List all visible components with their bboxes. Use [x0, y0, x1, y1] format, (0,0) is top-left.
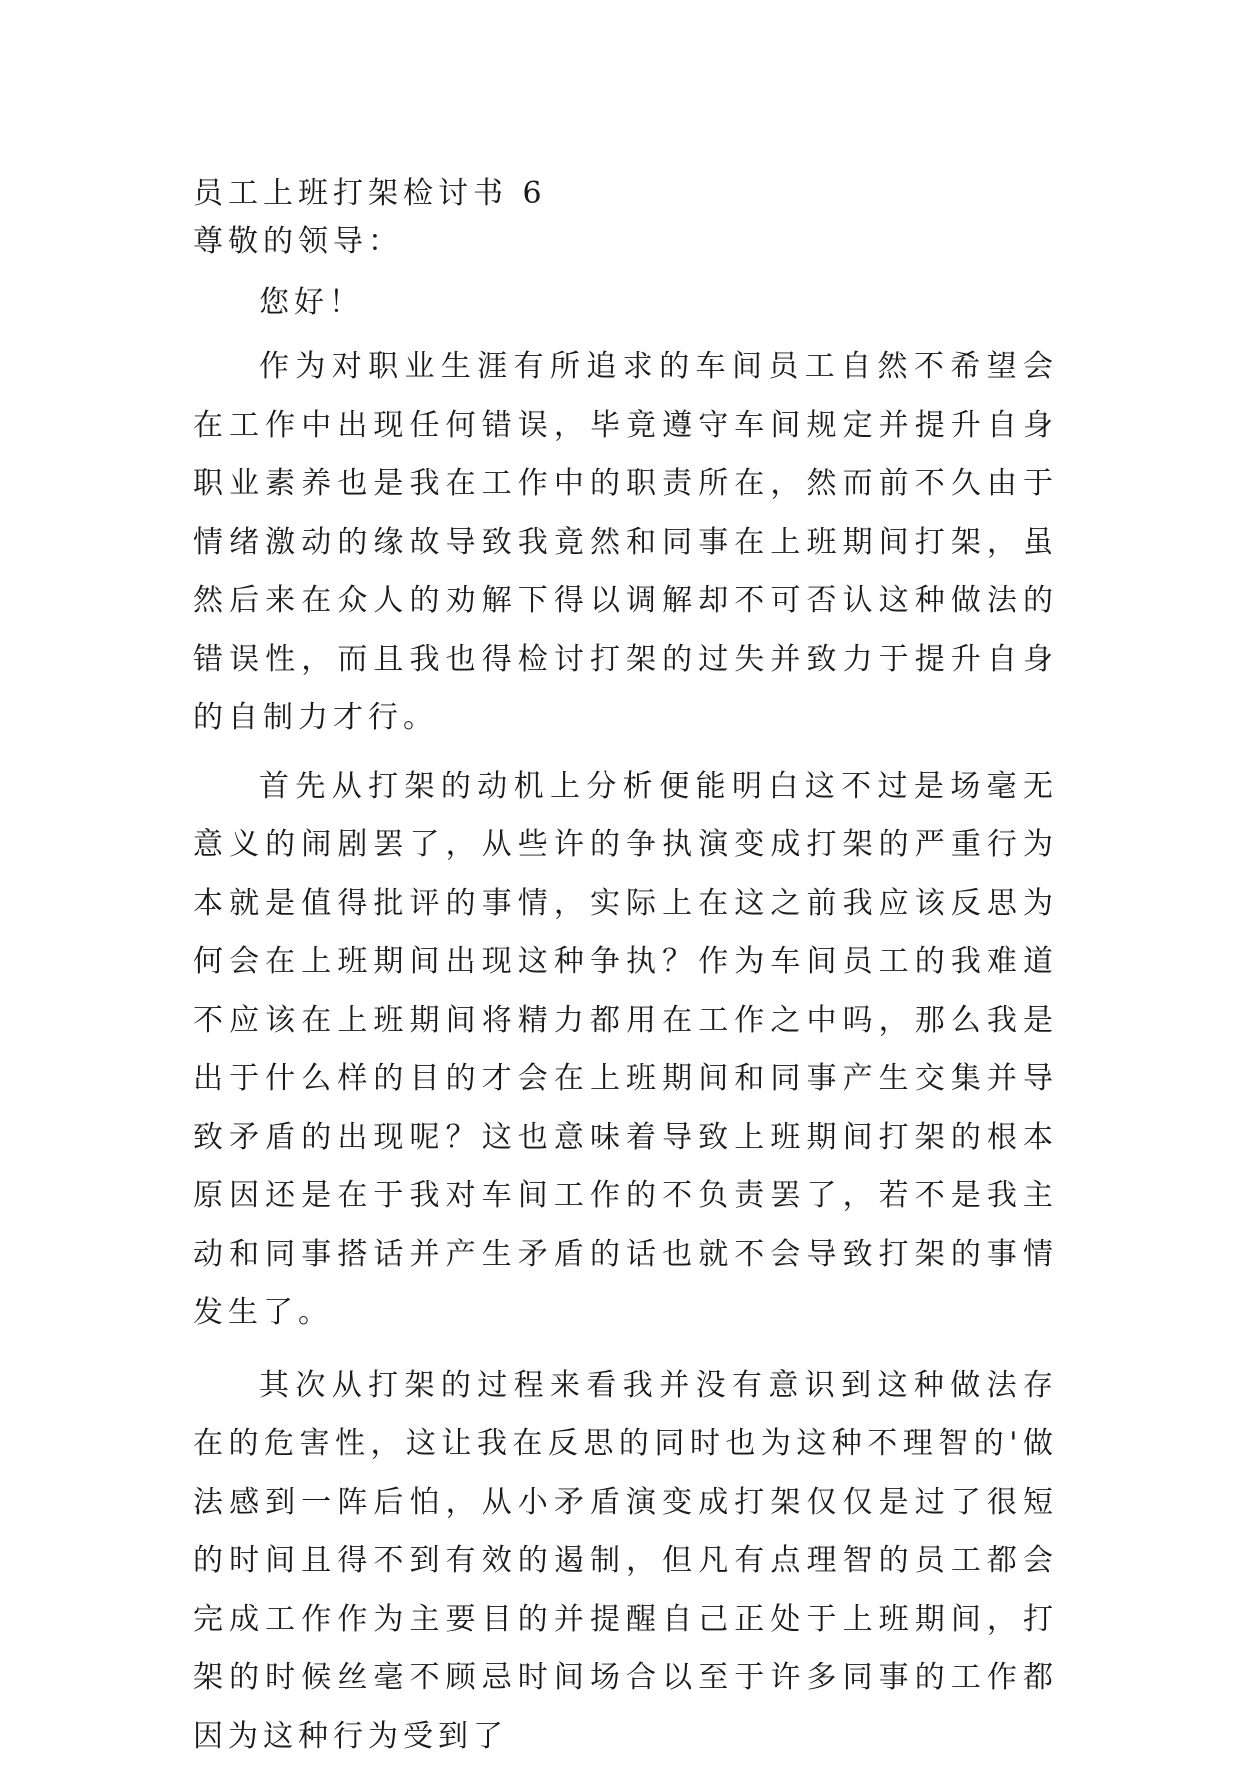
- salutation: 尊敬的领导：: [193, 218, 1058, 266]
- document-title: 员工上班打架检讨书 6: [193, 170, 1058, 218]
- document-body: [193, 170, 1058, 1766]
- body-paragraph: 作为对职业生涯有所追求的车间员工自然不希望会在工作中出现任何错误，毕竟遵守车间规定并提升自身职业素养也是我在工作中的职责所在，然而前不久由于情绪激动的缘故导致我竟然和同事在上班期间打架，虽然后来在众人的劝解下得以调解却不可否认这种做法的错误性，而且我也得检讨打架的过失并致力于提升自身的自制力才行。: [193, 338, 1058, 748]
- greeting: 您好！: [193, 274, 1058, 332]
- body-paragraph: 首先从打架的动机上分析便能明白这不过是场毫无意义的闹剧罢了，从些许的争执演变成打架的严重行为本就是值得批评的事情，实际上在这之前我应该反思为何会在上班期间出现这种争执？作为车间员工的我难道不应该在上班期间将精力都用在工作之中吗，那么我是出于什么样的目的才会在上班期间和同事产生交集并导致矛盾的出现呢？这也意味着导致上班期间打架的根本原因还是在于我对车间工作的不负责罢了，若不是我主动和同事搭话并产生矛盾的话也就不会导致打架的事情发生了。: [193, 758, 1058, 1343]
- body-paragraph: 其次从打架的过程来看我并没有意识到这种做法存在的危害性，这让我在反思的同时也为这种不理智的'做法感到一阵后怕，从小矛盾演变成打架仅仅是过了很短的时间且得不到有效的遏制，但凡有点理智的员工都会完成工作作为主要目的并提醒自己正处于上班期间，打架的时候丝毫不顾忌时间场合以至于许多同事的工作都因为这种行为受到了: [193, 1357, 1058, 1766]
